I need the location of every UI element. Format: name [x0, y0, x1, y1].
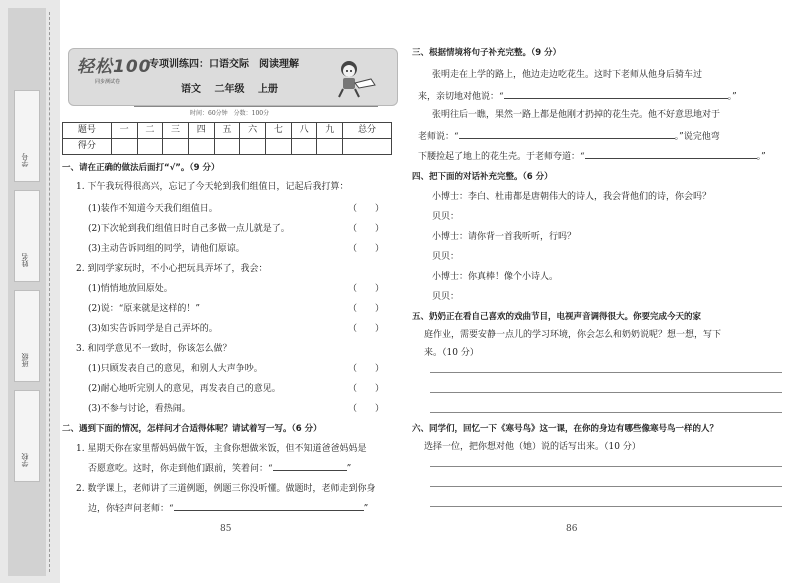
table-cell: 一 — [111, 123, 137, 139]
class-field[interactable] — [14, 290, 40, 382]
section-3-line4-prefix: 老师说：“ — [418, 132, 459, 142]
option-1-2-1: (1)悄悄地放回原处。 — [88, 284, 173, 294]
section-3-line4 — [418, 130, 720, 143]
section-4-title: 四、把下面的对话补充完整。（6 分） — [412, 172, 553, 182]
option-1-2-3: (3)如实告诉同学是自己弄坏的。 — [88, 324, 218, 334]
section-3-line3: 张明往后一瞧，果然一路上都是他刚才扔掉的花生壳。他不好意思地对于 — [432, 110, 721, 120]
closing-quote: 。” — [756, 152, 766, 162]
brand-logo-subtitle: 同步测试卷 — [95, 79, 121, 85]
page-number-left: 85 — [220, 524, 232, 534]
table-cell: 九 — [317, 123, 343, 139]
student-number-field[interactable] — [14, 90, 40, 182]
answer-paren[interactable]: （ ） — [348, 384, 385, 394]
section-6-line2: 选择一位，把你想对他（她）说的话写出来。（10 分） — [424, 442, 641, 452]
dialogue-line-1: 小博士：李白、杜甫都是唐朝伟大的诗人，我会背他们的诗，你会吗？ — [432, 192, 712, 202]
section-3-line1: 张明走在上学的路上，他边走边吃花生。这时下老师从他身后骑车过 — [432, 70, 703, 80]
table-cell: 五 — [214, 123, 240, 139]
question-2-1-line1: 1. 星期天你在家里帮妈妈做午饭，主食你想做米饭，但不知道爸爸妈妈是 — [76, 444, 367, 454]
answer-paren[interactable]: （ ） — [348, 364, 385, 374]
section-5-line3: 来。（10 分） — [424, 348, 479, 358]
question-2-1-line2 — [88, 462, 351, 475]
subject-grade-line — [181, 84, 278, 96]
dialogue-line-3: 小博士：请你背一首我听听，行吗？ — [432, 232, 577, 242]
section-6-line1: 六、同学们，回忆一下《寒号鸟》这一课，在你的身边有哪些像寒号鸟一样的人？ — [412, 424, 719, 434]
score-cell[interactable] — [317, 139, 343, 155]
score-table — [62, 122, 392, 155]
answer-blank[interactable] — [459, 130, 675, 139]
answer-paren[interactable]: （ ） — [348, 404, 385, 414]
writing-line[interactable] — [430, 372, 782, 373]
closing-quote: ” — [363, 504, 369, 514]
writing-line[interactable] — [430, 486, 782, 487]
closing-quote: 。” — [727, 92, 737, 102]
score-cell[interactable] — [111, 139, 137, 155]
option-1-3-3: (3)不参与讨论，看热闹。 — [88, 404, 191, 414]
table-cell: 二 — [137, 123, 163, 139]
option-1-1-3: (3)主动告诉同组的同学，请他们原谅。 — [88, 244, 245, 254]
question-1-2: 2. 到同学家玩时，不小心把玩具弄坏了，我会： — [76, 264, 268, 274]
binding-strip — [0, 0, 60, 583]
volume-label: 上册 — [257, 84, 278, 95]
score-table-header-row — [63, 123, 392, 139]
table-cell: 三 — [163, 123, 189, 139]
score-cell[interactable] — [240, 139, 266, 155]
table-cell: 总分 — [343, 123, 392, 139]
writing-line[interactable] — [430, 412, 782, 413]
score-table-score-row — [63, 139, 392, 155]
option-1-3-1: (1)只顾发表自己的意见，和别人大声争吵。 — [88, 364, 263, 374]
score-cell[interactable] — [214, 139, 240, 155]
option-1-2-2: (2)说：“原来就是这样的！” — [88, 304, 200, 314]
page-number-right: 86 — [566, 524, 578, 534]
answer-blank[interactable] — [273, 462, 347, 471]
question-1-1: 1. 下午我玩得很高兴，忘记了今天轮到我们组值日，记起后我打算： — [76, 182, 349, 192]
section-5-line2: 庭作业，需要安静一点儿的学习环境，你会怎么和奶奶说呢？想一想，写下 — [424, 330, 722, 340]
section-3-line5 — [418, 150, 766, 163]
table-cell: 题号 — [63, 123, 112, 139]
cut-line — [49, 12, 50, 572]
subject-label: 语文 — [181, 84, 201, 95]
section-2-title: 二、遇到下面的情况，怎样问才合适得体呢？请试着写一写。（6 分） — [62, 424, 322, 434]
school-label: 学校 — [21, 453, 29, 467]
answer-paren[interactable]: （ ） — [348, 224, 385, 234]
question-2-2-line1: 2. 数学课上，老师讲了三道例题，例题三你没听懂。做题时，老师走到你身 — [76, 484, 376, 494]
answer-paren[interactable]: （ ） — [348, 304, 385, 314]
name-field[interactable] — [14, 190, 40, 282]
question-2-2-prefix: 边，你轻声问老师：“ — [88, 504, 174, 514]
score-cell[interactable] — [163, 139, 189, 155]
answer-blank[interactable] — [174, 502, 364, 511]
section-1-title: 一、请在正确的做法后面打“√”。（9 分） — [62, 163, 220, 173]
grade-label: 二年级 — [214, 84, 245, 95]
answer-paren[interactable]: （ ） — [348, 244, 385, 254]
dialogue-line-4: 贝贝： — [432, 252, 460, 262]
time-score-info: 时间：60分钟 分数：100分 — [190, 110, 270, 117]
dialogue-line-5: 小博士：你真棒！像个小诗人。 — [432, 272, 559, 282]
section-3-line5-prefix: 下腰捡起了地上的花生壳。于老师夸道：“ — [418, 152, 585, 162]
section-5-line1: 五、奶奶正在看自己喜欢的戏曲节目，电视声音调得很大。你要完成今天的家 — [412, 312, 702, 322]
closing-quote: ” — [346, 464, 352, 474]
answer-blank[interactable] — [504, 90, 728, 99]
table-cell: 六 — [240, 123, 266, 139]
section-3-line4-suffix: 。”说完他弯 — [674, 132, 720, 142]
writing-line[interactable] — [430, 506, 782, 507]
option-1-3-2: (2)耐心地听完别人的意见，再发表自己的意见。 — [88, 384, 281, 394]
class-label: 班级 — [21, 353, 29, 367]
writing-line[interactable] — [430, 466, 782, 467]
score-cell[interactable] — [291, 139, 317, 155]
writing-line[interactable] — [430, 392, 782, 393]
score-cell[interactable] — [188, 139, 214, 155]
answer-paren[interactable]: （ ） — [348, 204, 385, 214]
header-banner — [68, 48, 398, 106]
table-cell: 七 — [266, 123, 292, 139]
timeline-rule — [134, 106, 378, 107]
section-3-title: 三、根据情境将句子补充完整。（9 分） — [412, 48, 562, 58]
table-cell: 四 — [188, 123, 214, 139]
option-1-1-2: (2)下次轮到我们组值日时自己多做一点儿就是了。 — [88, 224, 290, 234]
name-label: 姓名 — [21, 253, 29, 267]
section-3-line2-prefix: 来，亲切地对他说：“ — [418, 92, 504, 102]
student-number-label: 学号 — [21, 153, 29, 167]
question-1-3: 3. 和同学意见不一致时，你该怎么做？ — [76, 344, 232, 354]
score-cell[interactable] — [343, 139, 392, 155]
answer-paren[interactable]: （ ） — [348, 324, 385, 334]
option-1-1-1: (1)装作不知道今天我们组值日。 — [88, 204, 218, 214]
answer-blank[interactable] — [585, 150, 757, 159]
score-cell[interactable] — [266, 139, 292, 155]
table-cell: 八 — [291, 123, 317, 139]
table-cell: 得分 — [63, 139, 112, 155]
page-title: 专项训练四：口语交际 阅读理解 — [149, 59, 299, 70]
school-field[interactable] — [14, 390, 40, 482]
question-2-1-prefix: 否愿意吃。这时，你走到他们跟前，笑着问：“ — [88, 464, 273, 474]
answer-paren[interactable]: （ ） — [348, 284, 385, 294]
brand-logo: 轻松100 — [77, 57, 152, 77]
dialogue-line-2: 贝贝： — [432, 212, 460, 222]
section-3-line2 — [418, 90, 737, 103]
cartoon-boy-icon — [331, 57, 381, 99]
dialogue-line-6: 贝贝： — [432, 292, 460, 302]
score-cell[interactable] — [137, 139, 163, 155]
question-2-2-line2 — [88, 502, 368, 515]
